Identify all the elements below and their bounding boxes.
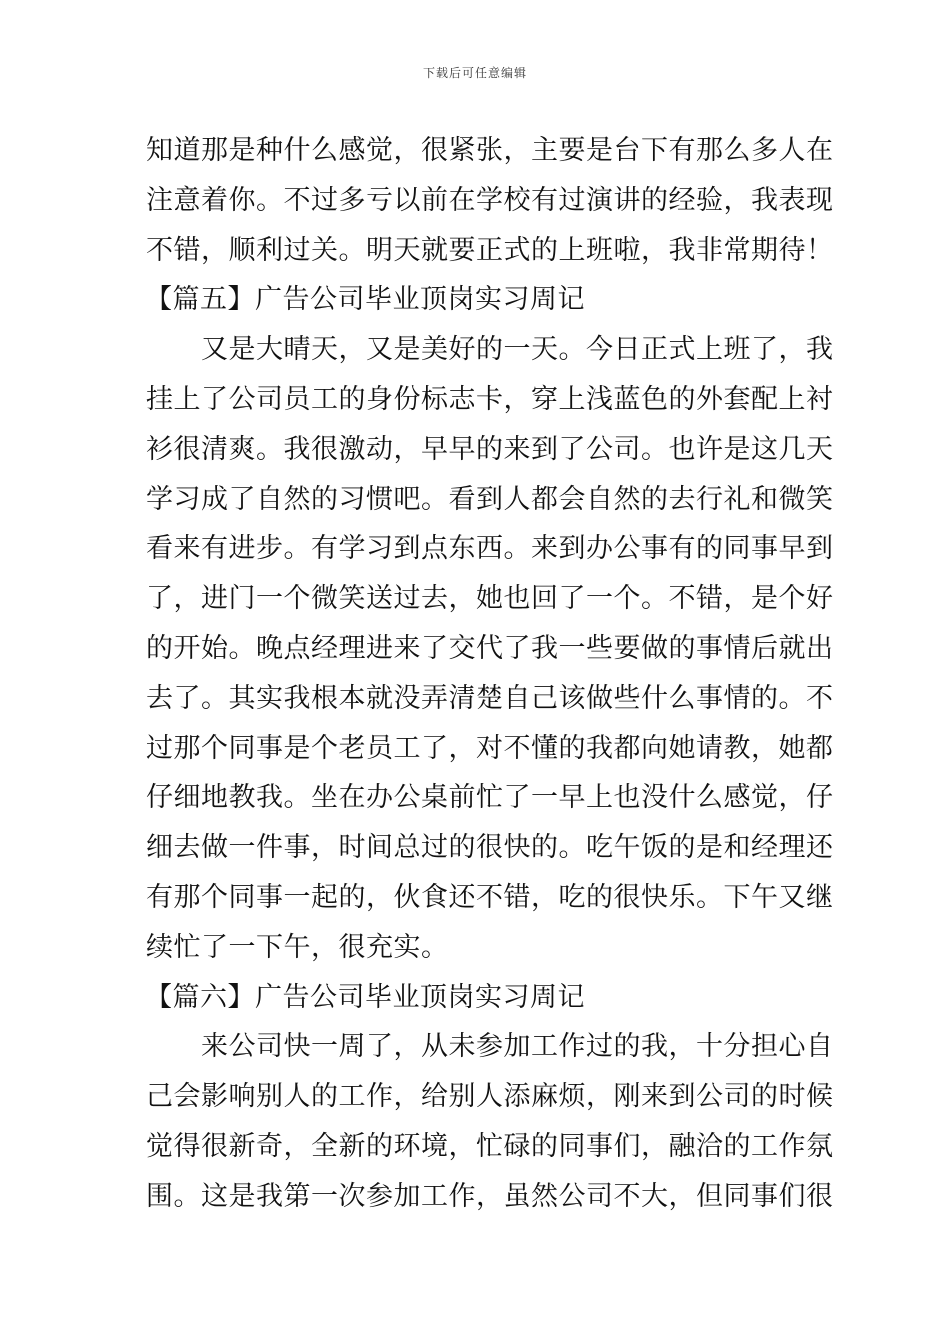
paragraph-line: 不错，顺利过关。明天就要正式的上班啦，我非常期待！ [146, 234, 834, 266]
section-heading: 【篇五】广告公司毕业顶岗实习周记 [145, 284, 585, 316]
paragraph-line: 来公司快一周了，从未参加工作过的我，十分担心自 [146, 1031, 834, 1063]
paragraph-line: 仔细地教我。坐在办公桌前忙了一早上也没什么感觉，仔 [146, 782, 834, 814]
page-header: 下载后可任意编辑 [422, 66, 527, 80]
paragraph-line: 细去做一件事，时间总过的很快的。吃午饭的是和经理还 [146, 832, 834, 864]
paragraph-line: 挂上了公司员工的身份标志卡，穿上浅蓝色的外套配上衬 [146, 383, 834, 415]
paragraph-line: 衫很清爽。我很激动，早早的来到了公司。也许是这几天 [146, 433, 834, 465]
paragraph-line: 注意着你。不过多亏以前在学校有过演讲的经验，我表现 [146, 184, 834, 216]
paragraph-line: 围。这是我第一次参加工作，虽然公司不大，但同事们很 [146, 1180, 834, 1212]
paragraph-line: 学习成了自然的习惯吧。看到人都会自然的去行礼和微笑 [146, 483, 834, 515]
paragraph-line: 过那个同事是个老员工了，对不懂的我都向她请教，她都 [146, 732, 834, 764]
document-body [145, 126, 834, 1222]
paragraph-line: 了，进门一个微笑送过去，她也回了一个。不错，是个好 [146, 583, 834, 615]
paragraph-line: 知道那是种什么感觉，很紧张，主要是台下有那么多人在 [146, 135, 834, 166]
section-heading: 【篇六】广告公司毕业顶岗实习周记 [145, 981, 585, 1013]
paragraph-line: 又是大晴天，又是美好的一天。今日正式上班了，我 [146, 334, 834, 366]
paragraph-line: 续忙了一下午，很充实。 [146, 931, 449, 963]
paragraph-line: 看来有进步。有学习到点东西。来到办公事有的同事早到 [146, 533, 834, 565]
paragraph-line: 有那个同事一起的，伙食还不错，吃的很快乐。下午又继 [146, 881, 834, 913]
paragraph-line: 去了。其实我根本就没弄清楚自己该做些什么事情的。不 [146, 682, 834, 714]
paragraph-line: 的开始。晚点经理进来了交代了我一些要做的事情后就出 [146, 632, 834, 664]
paragraph-line: 己会影响别人的工作，给别人添麻烦，刚来到公司的时候 [146, 1081, 834, 1113]
paragraph-line: 觉得很新奇，全新的环境，忙碌的同事们，融洽的工作氛 [146, 1130, 834, 1162]
